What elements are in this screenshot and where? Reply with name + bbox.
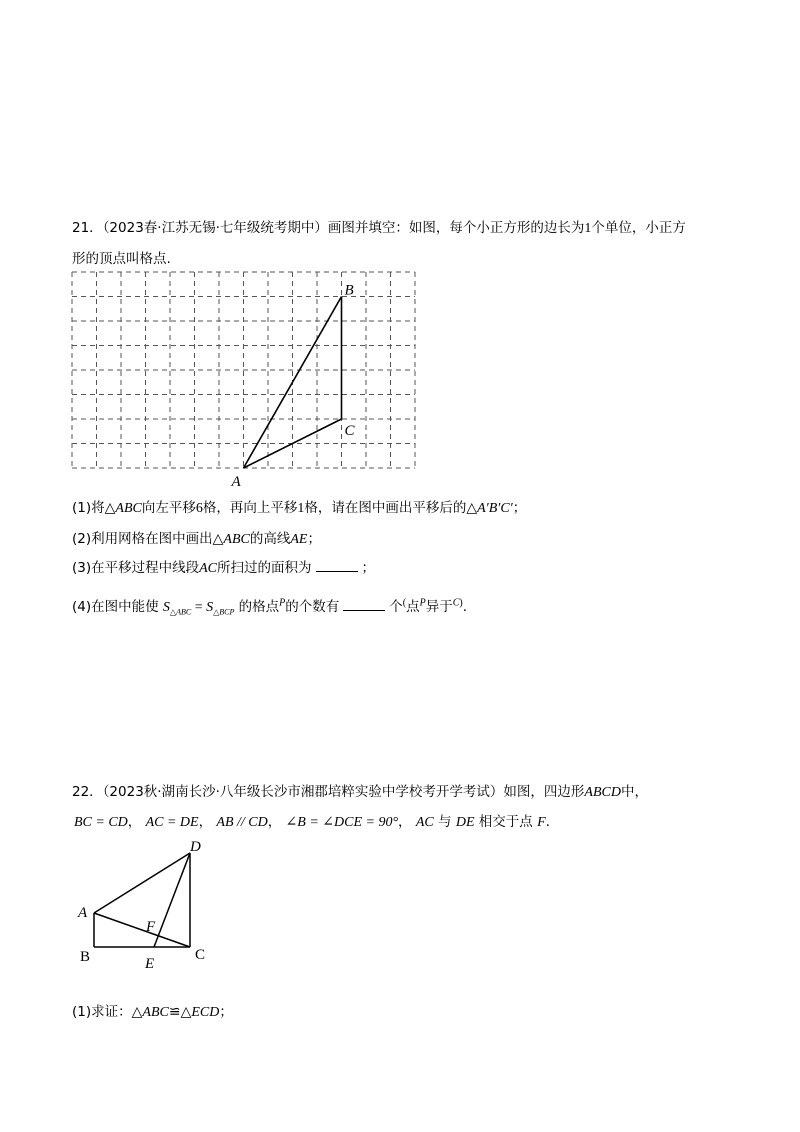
q22-label-f: F bbox=[146, 919, 156, 935]
q21-p4-prefix: (4)在图中能使 bbox=[72, 599, 159, 615]
q22-label-a: A bbox=[78, 905, 88, 921]
q21-label-a: A bbox=[231, 474, 241, 490]
q22-segment-ac bbox=[94, 913, 190, 947]
q21-stem-a: 画图并填空：如图，每个小正方形的边长为 bbox=[327, 220, 585, 236]
q21-p1-end: ； bbox=[512, 500, 527, 516]
q22-sep3: ， bbox=[267, 814, 282, 830]
q22-part1 bbox=[72, 1000, 233, 1021]
q21-p1-n2: 1 bbox=[297, 501, 305, 516]
q21-p3-answer-blank[interactable] bbox=[316, 559, 358, 572]
q22-stem-line2 bbox=[74, 810, 550, 831]
q21-p4-t2: 的个数有 bbox=[285, 599, 340, 615]
q22-p1-t2: △ECD bbox=[180, 1005, 220, 1020]
q21-label-b: B bbox=[344, 282, 354, 299]
q22-stem-a: 如图，四边形 bbox=[503, 784, 585, 800]
q22-cond5c: DE bbox=[455, 815, 475, 830]
q21-p1-n1: 6 bbox=[195, 501, 203, 516]
q21-unit-num: 1 bbox=[584, 221, 592, 236]
q21-p3-t1: 所扫过的面积为 bbox=[217, 560, 312, 576]
q21-segment-ab bbox=[244, 297, 342, 469]
q21-stem-b: 个单位，小正方 bbox=[591, 220, 686, 236]
q22-cond4: ∠B = ∠DCE = 90° bbox=[285, 815, 399, 830]
q21-p1-t2: 格，再向上平移 bbox=[202, 500, 298, 516]
q22-figure bbox=[70, 835, 230, 975]
q21-p2-seg: AE bbox=[290, 532, 308, 547]
q22-sep1: ， bbox=[127, 814, 142, 830]
q21-p4-s1: S bbox=[162, 600, 170, 615]
q21-p4-p2: P bbox=[419, 597, 426, 609]
q21-p1-tri: △ABC bbox=[104, 501, 142, 516]
q21-p1-t3: 格，请在图中画出平移后的 bbox=[304, 500, 467, 516]
q21-p2-tri: △ABC bbox=[212, 532, 250, 547]
q22-source: （2023秋·湖南长沙·八年级长沙市湘郡培粹实验中学校考开学考试） bbox=[102, 784, 504, 800]
q21-label-c: C bbox=[344, 423, 355, 439]
q22-cond3: AB // CD bbox=[216, 815, 268, 830]
q21-p4-t5: 异于 bbox=[425, 599, 453, 615]
q22-p1-t1: △ABC bbox=[131, 1005, 169, 1020]
q21-p4-t1: 的格点 bbox=[238, 599, 280, 615]
q21-p4-t4: 点 bbox=[406, 599, 420, 615]
q21-p2-end: ； bbox=[307, 531, 321, 547]
q22-cond5d: 相交于点 bbox=[478, 814, 533, 830]
q22-segment-de bbox=[154, 853, 190, 947]
q22-sep4: ， bbox=[398, 814, 412, 830]
q22-cond2: AC = DE bbox=[145, 815, 199, 830]
q22-stem-line1 bbox=[72, 780, 648, 801]
q22-p1-end: ； bbox=[219, 1004, 233, 1020]
q21-p4-answer-blank[interactable] bbox=[343, 598, 385, 611]
q21-p4-paren-close: ) bbox=[459, 597, 463, 609]
q21-triangle bbox=[244, 297, 342, 469]
q22-quad: ABCD bbox=[584, 785, 621, 800]
q22-cond5b: 与 bbox=[438, 814, 452, 830]
q21-p4-s1sub: △ABC bbox=[169, 607, 192, 617]
q21-part3 bbox=[72, 556, 375, 577]
q21-p3-seg: AC bbox=[199, 561, 218, 576]
q22-label-e: E bbox=[145, 956, 155, 972]
q21-p4-t3: 个 bbox=[389, 599, 403, 615]
q21-p4-paren-open: ( bbox=[402, 597, 407, 609]
q22-label-b: B bbox=[80, 949, 91, 965]
q21-grid-figure bbox=[60, 262, 420, 490]
q21-part4 bbox=[72, 595, 467, 617]
q21-p4-c: C bbox=[452, 597, 460, 609]
q21-p4-s2: S bbox=[206, 600, 214, 615]
q22-sep2: ， bbox=[198, 814, 213, 830]
q21-part2 bbox=[72, 527, 321, 548]
q21-p2-t1: 的高线 bbox=[249, 531, 291, 547]
q21-p1-prefix: (1)将 bbox=[72, 500, 105, 516]
q21-p1-tri2: △A′B′C′ bbox=[466, 501, 513, 516]
q21-p4-s2sub: △BCP bbox=[213, 607, 235, 617]
q21-p2-prefix: (2)利用网格在图中画出 bbox=[72, 531, 213, 547]
q22-label-d: D bbox=[190, 839, 201, 855]
q22-label-c: C bbox=[195, 947, 206, 963]
q22-number: 22． bbox=[72, 784, 103, 800]
q21-p4-end: . bbox=[462, 599, 468, 615]
q22-cond5e: F bbox=[537, 815, 546, 830]
q21-p1-t1: 向左平移 bbox=[141, 500, 196, 516]
q21-number: 21． bbox=[72, 220, 103, 236]
q21-p3-end: ； bbox=[361, 560, 376, 576]
q21-p4-eq: = bbox=[191, 600, 207, 615]
q21-p4-p: P bbox=[279, 597, 286, 609]
q22-cond1: BC = CD bbox=[74, 815, 128, 830]
q21-part1 bbox=[72, 496, 526, 517]
q22-p1-cong: ≌ bbox=[168, 1005, 181, 1020]
q21-grid bbox=[72, 272, 415, 468]
q22-p1-prefix: (1)求证： bbox=[72, 1004, 132, 1020]
q21-stem-c: 形的顶点叫格点. bbox=[72, 251, 171, 267]
q22-stem-b: 中， bbox=[620, 784, 648, 800]
q21-source: （2023春·江苏无锡·七年级统考期中） bbox=[102, 220, 328, 236]
q22-cond5a: AC bbox=[415, 815, 434, 830]
q21-p3-prefix: (3)在平移过程中线段 bbox=[72, 560, 200, 576]
q21-stem-line1 bbox=[72, 216, 686, 237]
q22-cond5f: . bbox=[545, 814, 550, 830]
q22-segment-ad bbox=[94, 853, 190, 913]
